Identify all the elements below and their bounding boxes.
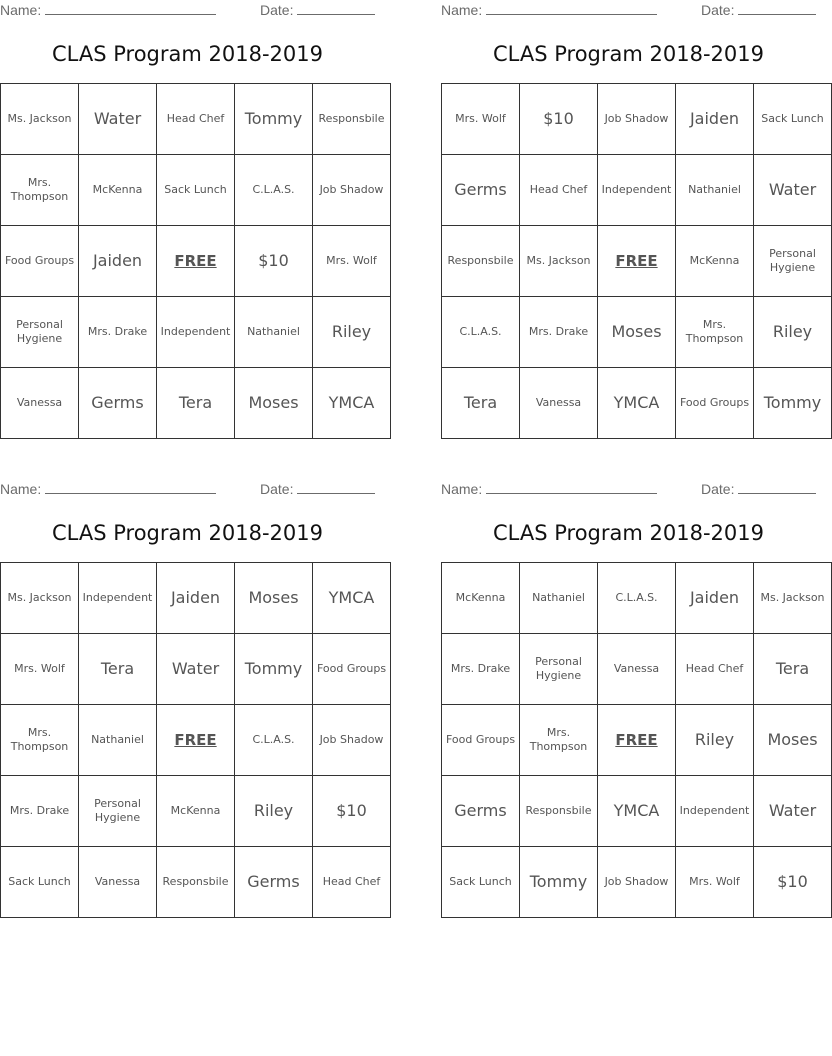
name-field[interactable] <box>441 481 657 497</box>
bingo-cell[interactable]: YMCA <box>313 563 391 634</box>
date-field[interactable] <box>701 481 816 497</box>
bingo-cell[interactable]: $10 <box>520 84 598 155</box>
bingo-cell[interactable]: Vanessa <box>520 368 598 439</box>
bingo-cell[interactable]: $10 <box>235 226 313 297</box>
grid-row <box>1 226 391 297</box>
name-label: Name: <box>0 2 42 18</box>
bingo-cell[interactable]: Food Groups <box>442 705 520 776</box>
bingo-cell[interactable]: Sack Lunch <box>442 847 520 918</box>
bingo-cell[interactable]: Nathaniel <box>520 563 598 634</box>
bingo-cell[interactable]: Mrs. Thompson <box>1 705 79 776</box>
bingo-cell[interactable]: Nathaniel <box>676 155 754 226</box>
bingo-cell[interactable]: Ms. Jackson <box>754 563 832 634</box>
free-space-cell[interactable]: FREE <box>157 705 235 776</box>
bingo-cell[interactable]: Moses <box>598 297 676 368</box>
grid-row <box>442 847 832 918</box>
bingo-cell[interactable]: Mrs. Drake <box>442 634 520 705</box>
name-blank-line <box>486 2 657 15</box>
bingo-cell[interactable]: Head Chef <box>676 634 754 705</box>
name-date-fields <box>0 479 375 501</box>
bingo-cell[interactable]: Mrs. Drake <box>1 776 79 847</box>
grid-row <box>442 563 832 634</box>
date-label: Date: <box>260 481 294 497</box>
bingo-cell[interactable]: Germs <box>235 847 313 918</box>
bingo-cell[interactable]: Riley <box>313 297 391 368</box>
bingo-cell[interactable]: Water <box>754 776 832 847</box>
name-label: Name: <box>0 481 42 497</box>
date-field[interactable] <box>701 2 816 18</box>
bingo-cell[interactable]: Independent <box>676 776 754 847</box>
bingo-cell[interactable]: Personal Hygiene <box>520 634 598 705</box>
bingo-cell[interactable]: McKenna <box>157 776 235 847</box>
bingo-cell[interactable]: Personal Hygiene <box>1 297 79 368</box>
bingo-cell[interactable]: Jaiden <box>79 226 157 297</box>
bingo-cell[interactable]: Head Chef <box>520 155 598 226</box>
bingo-cell[interactable]: Tera <box>79 634 157 705</box>
bingo-grid <box>441 83 832 439</box>
name-blank-line <box>45 2 216 15</box>
bingo-cell[interactable]: Food Groups <box>313 634 391 705</box>
bingo-cell[interactable]: Job Shadow <box>598 84 676 155</box>
name-label: Name: <box>441 481 483 497</box>
bingo-cell[interactable]: Nathaniel <box>79 705 157 776</box>
bingo-cell[interactable]: C.L.A.S. <box>235 705 313 776</box>
bingo-cell[interactable]: Riley <box>235 776 313 847</box>
name-field[interactable] <box>441 2 657 18</box>
bingo-cell[interactable]: Mrs. Wolf <box>1 634 79 705</box>
bingo-cell[interactable]: Moses <box>754 705 832 776</box>
bingo-cell[interactable]: $10 <box>313 776 391 847</box>
bingo-cell[interactable]: Mrs. Wolf <box>313 226 391 297</box>
bingo-cell[interactable]: Sack Lunch <box>1 847 79 918</box>
date-blank-line <box>738 481 816 494</box>
bingo-cell[interactable]: Germs <box>442 155 520 226</box>
date-label: Date: <box>260 2 294 18</box>
bingo-cell[interactable]: Sack Lunch <box>157 155 235 226</box>
grid-row <box>1 634 391 705</box>
grid-row <box>442 368 832 439</box>
date-field[interactable] <box>260 481 375 497</box>
grid-row <box>1 84 391 155</box>
bingo-cell[interactable]: Jaiden <box>676 84 754 155</box>
bingo-cell[interactable]: Independent <box>157 297 235 368</box>
bingo-cell[interactable]: Ms. Jackson <box>1 563 79 634</box>
bingo-cell[interactable]: Job Shadow <box>313 155 391 226</box>
bingo-cell[interactable]: Tommy <box>754 368 832 439</box>
bingo-cell[interactable]: Food Groups <box>1 226 79 297</box>
bingo-cell[interactable]: Mrs. Drake <box>79 297 157 368</box>
date-blank-line <box>297 481 375 494</box>
bingo-cell[interactable]: Job Shadow <box>598 847 676 918</box>
bingo-cell[interactable]: Riley <box>754 297 832 368</box>
bingo-grid <box>0 562 391 918</box>
bingo-cell[interactable]: Sack Lunch <box>754 84 832 155</box>
bingo-cell[interactable]: Jaiden <box>676 563 754 634</box>
bingo-cell[interactable]: Responsbile <box>520 776 598 847</box>
grid-row <box>442 226 832 297</box>
bingo-cell[interactable]: McKenna <box>676 226 754 297</box>
name-field[interactable] <box>0 2 216 18</box>
name-blank-line <box>45 481 216 494</box>
bingo-cell[interactable]: YMCA <box>598 776 676 847</box>
grid-row <box>1 847 391 918</box>
bingo-grid <box>441 562 832 918</box>
grid-row <box>1 776 391 847</box>
bingo-cell[interactable]: Responsbile <box>313 84 391 155</box>
bingo-cell[interactable]: Riley <box>676 705 754 776</box>
name-blank-line <box>486 481 657 494</box>
bingo-cell[interactable]: Tera <box>754 634 832 705</box>
card-title: CLAS Program 2018-2019 <box>52 521 323 545</box>
bingo-cell[interactable]: $10 <box>754 847 832 918</box>
grid-row <box>442 776 832 847</box>
grid-row <box>442 634 832 705</box>
bingo-cell[interactable]: Independent <box>79 563 157 634</box>
bingo-cell[interactable]: YMCA <box>313 368 391 439</box>
bingo-cell[interactable]: Mrs. Thompson <box>520 705 598 776</box>
bingo-cell[interactable]: Mrs. Thompson <box>676 297 754 368</box>
grid-row <box>1 368 391 439</box>
grid-row <box>442 84 832 155</box>
card-title: CLAS Program 2018-2019 <box>493 42 764 66</box>
grid-row <box>1 705 391 776</box>
bingo-cell[interactable]: Nathaniel <box>235 297 313 368</box>
bingo-cell[interactable]: Food Groups <box>676 368 754 439</box>
bingo-cell[interactable]: Vanessa <box>598 634 676 705</box>
bingo-cell[interactable]: McKenna <box>442 563 520 634</box>
grid-row <box>1 297 391 368</box>
bingo-cell[interactable]: Tommy <box>520 847 598 918</box>
card-title: CLAS Program 2018-2019 <box>52 42 323 66</box>
free-space-cell[interactable]: FREE <box>598 226 676 297</box>
grid-row <box>442 155 832 226</box>
bingo-cell[interactable]: Water <box>79 84 157 155</box>
bingo-cell[interactable]: Head Chef <box>313 847 391 918</box>
grid-row <box>1 155 391 226</box>
bingo-cell[interactable]: Responsbile <box>442 226 520 297</box>
free-space-cell[interactable]: FREE <box>157 226 235 297</box>
date-label: Date: <box>701 481 735 497</box>
bingo-cell[interactable]: Job Shadow <box>313 705 391 776</box>
bingo-cell[interactable]: Head Chef <box>157 84 235 155</box>
bingo-cell[interactable]: Personal Hygiene <box>754 226 832 297</box>
bingo-cell[interactable]: Mrs. Drake <box>520 297 598 368</box>
bingo-cell[interactable]: Water <box>754 155 832 226</box>
bingo-cell[interactable]: Tera <box>442 368 520 439</box>
bingo-cell[interactable]: McKenna <box>79 155 157 226</box>
bingo-cell[interactable]: Mrs. Wolf <box>676 847 754 918</box>
date-blank-line <box>738 2 816 15</box>
name-label: Name: <box>441 2 483 18</box>
grid-row <box>1 563 391 634</box>
name-date-fields <box>0 0 375 22</box>
bingo-cell[interactable]: Tommy <box>235 84 313 155</box>
bingo-cell[interactable]: Water <box>157 634 235 705</box>
name-date-fields <box>441 0 816 22</box>
bingo-cell[interactable]: Jaiden <box>157 563 235 634</box>
bingo-cell[interactable]: Tommy <box>235 634 313 705</box>
bingo-cell[interactable]: Moses <box>235 563 313 634</box>
bingo-cell[interactable]: Independent <box>598 155 676 226</box>
bingo-cell[interactable]: Tera <box>157 368 235 439</box>
bingo-cell[interactable]: Personal Hygiene <box>79 776 157 847</box>
bingo-cell[interactable]: Ms. Jackson <box>520 226 598 297</box>
bingo-grid <box>0 83 391 439</box>
bingo-cell[interactable]: C.L.A.S. <box>442 297 520 368</box>
bingo-cell[interactable]: Germs <box>442 776 520 847</box>
bingo-cell[interactable]: Vanessa <box>79 847 157 918</box>
bingo-cell[interactable]: C.L.A.S. <box>235 155 313 226</box>
bingo-cell[interactable]: Vanessa <box>1 368 79 439</box>
date-label: Date: <box>701 2 735 18</box>
grid-row <box>442 705 832 776</box>
date-blank-line <box>297 2 375 15</box>
name-field[interactable] <box>0 481 216 497</box>
bingo-cell[interactable]: Ms. Jackson <box>1 84 79 155</box>
name-date-fields <box>441 479 816 501</box>
bingo-cell[interactable]: YMCA <box>598 368 676 439</box>
bingo-cell[interactable]: Mrs. Thompson <box>1 155 79 226</box>
date-field[interactable] <box>260 2 375 18</box>
bingo-cell[interactable]: C.L.A.S. <box>598 563 676 634</box>
bingo-cell[interactable]: Mrs. Wolf <box>442 84 520 155</box>
free-space-cell[interactable]: FREE <box>598 705 676 776</box>
bingo-cell[interactable]: Responsbile <box>157 847 235 918</box>
card-title: CLAS Program 2018-2019 <box>493 521 764 545</box>
bingo-cell[interactable]: Moses <box>235 368 313 439</box>
bingo-cell[interactable]: Germs <box>79 368 157 439</box>
grid-row <box>442 297 832 368</box>
